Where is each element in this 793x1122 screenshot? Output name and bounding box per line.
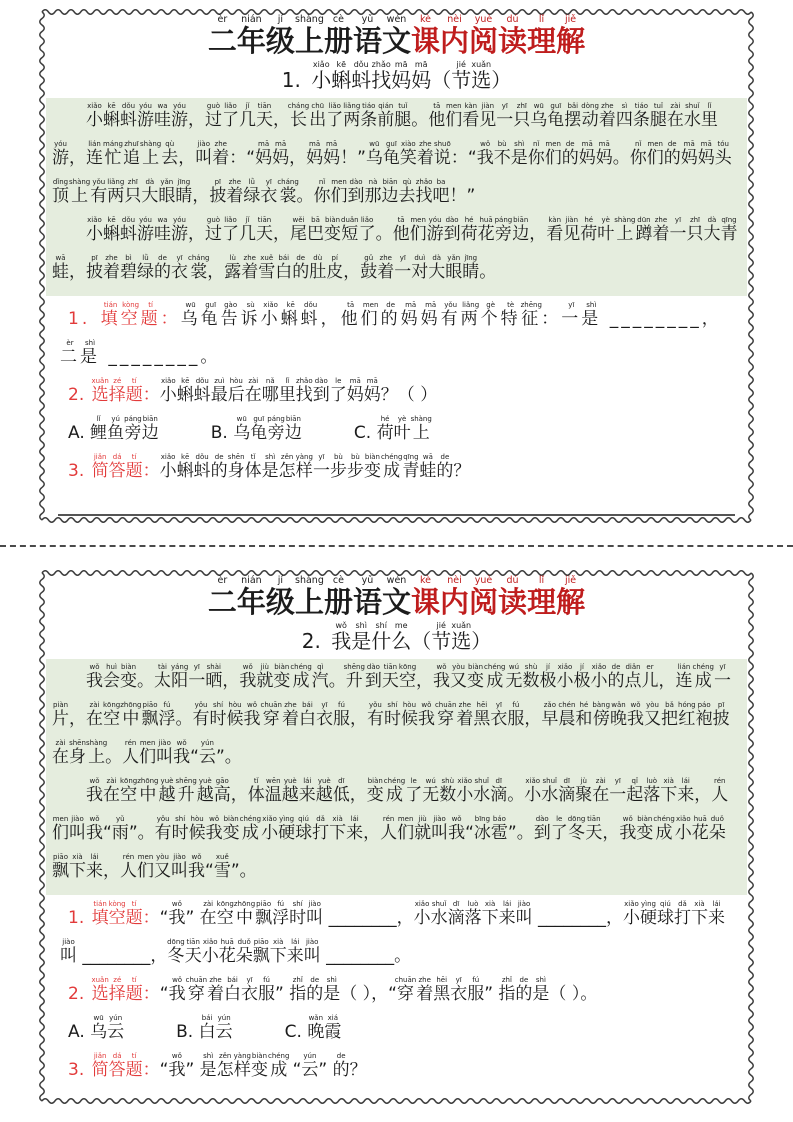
passage-paragraph: 小xiǎo蝌kē蚪dǒu游yóu哇wa游yóu，过guò了liǎo几jǐ天tiān，长cháng出chū了liǎo两liǎng条tiáo前qián腿tuǐ。他tā们men看kàn见jiàn一yī只zhī乌wū龟guī摆bǎi动dòng着zhe四sì条tiáo腿tuǐ在zài水shuǐ里lǐ游yóu，连lián忙máng追zhuī上shàng去qù，叫jiào着zhe：“妈mā妈mā，妈mā妈mā！”乌wū龟guī笑xiào着zhe说shuō：“我wǒ不bù是shì你nǐ们men的de妈mā妈mā。你nǐ们men的de妈mā妈mā头tóu顶dǐng上shàng有yǒu两liǎng只zhī大dà眼yǎn睛jīng，披pī着zhe绿lǜ衣yī裳cháng。你nǐ们men到dào那nà边biān去qù找zhǎo吧ba！” (52, 102, 732, 206)
question-text: 小xiǎo蝌kē蚪dǒu的de身shēn体tǐ是shì怎zěn样yàng一yī步bù步bù变biàn成chéng青qīng蛙wā的de？ (159, 453, 471, 481)
question-row-2 (60, 376, 733, 414)
passage-text-block (46, 659, 747, 895)
question-label: 1. 填tián空kòng题tí： (68, 900, 160, 928)
passage-text-block (46, 98, 747, 296)
question-text: “我wǒ” 在zài空kōng中zhōng飘piāo浮fú时shí叫jiào ________，小xiǎo水shuǐ滴dī落luò下xià来lái叫jiào ________，小xiǎo硬yìng球qiú打dǎ下xià来lái叫jiào ________，冬dōng天tiān小xiǎo花huā朵duǒ飘piāo下xià来lái叫jiào ________。 (60, 900, 725, 966)
worksheet-card-2 (38, 569, 755, 1105)
question-row-1 (60, 300, 733, 376)
passage-title-text: 2. 我wǒ是shì什shí么me（节jié选xuǎn） (301, 621, 492, 653)
title-course-part: 二èr年nián级jí上shàng册cè语yǔ文wén (207, 575, 411, 619)
question-row-2 (60, 975, 733, 1013)
question-row-3 (60, 1051, 733, 1089)
options-row (60, 414, 733, 452)
option-a: A. 乌wū云yún (68, 1014, 125, 1042)
passage-title (46, 621, 747, 657)
questions-block (46, 300, 747, 490)
options-row (60, 1013, 733, 1051)
answer-line (58, 514, 735, 516)
question-text: “我wǒ” 是shì怎zěn样yàng变biàn成chéng “云yún” 的de？ (159, 1052, 367, 1080)
option-b: B. 白bái云yún (176, 1014, 233, 1042)
title-topic-part: 课kè内nèi阅yuè读dú理lǐ解jiě (411, 575, 586, 619)
cut-line (0, 545, 793, 547)
question-text: 乌wū龟guī告gào诉sù小xiǎo蝌kē蚪dǒu，他tā们men的de妈mā妈mā有yǒu两liǎng个gè特tè征zhēng：一yī是shì ________，二èr是shì ________。 (60, 301, 722, 367)
option-b: B. 乌wū龟guī旁páng边biān (210, 415, 302, 443)
question-text: 小xiǎo蝌kē蚪dǒu最zuì后hòu在zài哪nǎ里lǐ找zhǎo到dào了le妈mā妈mā？（ ） (159, 377, 438, 405)
question-label: 1. 填tián空kòng题tí： (68, 301, 181, 329)
passage-title (46, 60, 747, 96)
passage-paragraph: 小xiǎo蝌kē蚪dǒu游yóu哇wa游yóu，过guò了liǎo几jǐ天tiān，尾wěi巴bā变biàn短duǎn了liǎo。他tā们men游yóu到dào荷hé花huā旁páng边biān，看kàn见jiàn荷hé叶yè上shàng蹲dūn着zhe一yī只zhī大dà青qīng蛙wā，披pī着zhe碧bì绿lǜ的de衣yī裳cháng，露lù着zhe雪xuě白bái的de肚dù皮pí，鼓gǔ着zhe一yī对duì大dà眼yǎn睛jīng。 (52, 216, 738, 282)
passage-number: 1. (281, 68, 308, 92)
passage-number: 2. (301, 629, 328, 653)
question-label: 2. 选xuǎn择zé题tí： (68, 377, 160, 405)
title-course-part: 二èr年nián级jí上shàng册cè语yǔ文wén (207, 14, 411, 58)
title-topic-part: 课kè内nèi阅yuè读dú理lǐ解jiě (411, 14, 586, 58)
question-row-1 (60, 899, 733, 975)
option-a: A. 鲤lǐ鱼yú旁páng边biān (68, 415, 159, 443)
option-c: C. 晚wǎn霞xiá (284, 1014, 342, 1042)
question-row-3 (60, 452, 733, 490)
question-label: 3. 简jiǎn答dá题tí： (68, 453, 160, 481)
passage-paragraph: 我wǒ会huì变biàn。太tài阳yáng一yī晒shài，我wǒ就jiù变biàn成chéng汽qì。升shēng到dào天tiān空kōng，我wǒ又yòu变biàn成chéng无wú数shù极jí小xiǎo极jí小xiǎo的de点diǎn儿er，连lián成chéng一yī片piàn，在zài空kōng中zhōng飘piāo浮fú。有yǒu时shí候hòu我wǒ穿chuān着zhe白bái衣yī服fú，有yǒu时shí候hòu我wǒ穿chuān着zhe黑hēi衣yī服fú，早zǎo晨chén和hé傍bàng晚wǎn我wǒ又yòu把bǎ红hóng袍páo披pī在zài身shēn上shàng。人rén们men叫jiào我wǒ“云yún”。 (52, 663, 731, 767)
question-label: 2. 选xuǎn择zé题tí： (68, 976, 160, 1004)
page-title (46, 14, 747, 60)
worksheet-card-1 (38, 8, 755, 524)
questions-block (46, 899, 747, 1089)
passage-paragraph: 我wǒ在zài空kōng中zhōng越yuè升shēng越yuè高gāo，体tǐ温wēn越yuè来lái越yuè低dī，变biàn成chéng了le无wú数shù小xiǎo水shuǐ滴dī。小xiǎo水shuǐ滴dī聚jù在zài一yī起qǐ落luò下xià来lái，人rén们men叫jiào我wǒ“雨yǔ”。有yǒu时shí候hòu我wǒ变biàn成chéng小xiǎo硬yìng球qiú打dǎ下xià来lái，人rén们men就jiù叫jiào我wǒ“冰bīng雹báo”。到dào了le冬dōng天tiān，我wǒ变biàn成chéng小xiǎo花huā朵duǒ飘piāo下xià来lái，人rén们men又yòu叫jiào我wǒ“雪xuě”。 (52, 777, 729, 881)
option-c: C. 荷hé叶yè上shàng (353, 415, 432, 443)
question-text: “我wǒ穿chuān着zhe白bái衣yī服fú” 指zhǐ的de是shì（ ），“穿chuān着zhe黑hēi衣yī服fú” 指zhǐ的de是shì（ ）。 (159, 976, 598, 1004)
passage-title-text: 1. 小xiǎo蝌kē蚪dǒu找zhǎo妈mā妈mā（节jié选xuǎn） (281, 60, 512, 92)
page-title (46, 575, 747, 621)
question-label: 3. 简jiǎn答dá题tí： (68, 1052, 160, 1080)
